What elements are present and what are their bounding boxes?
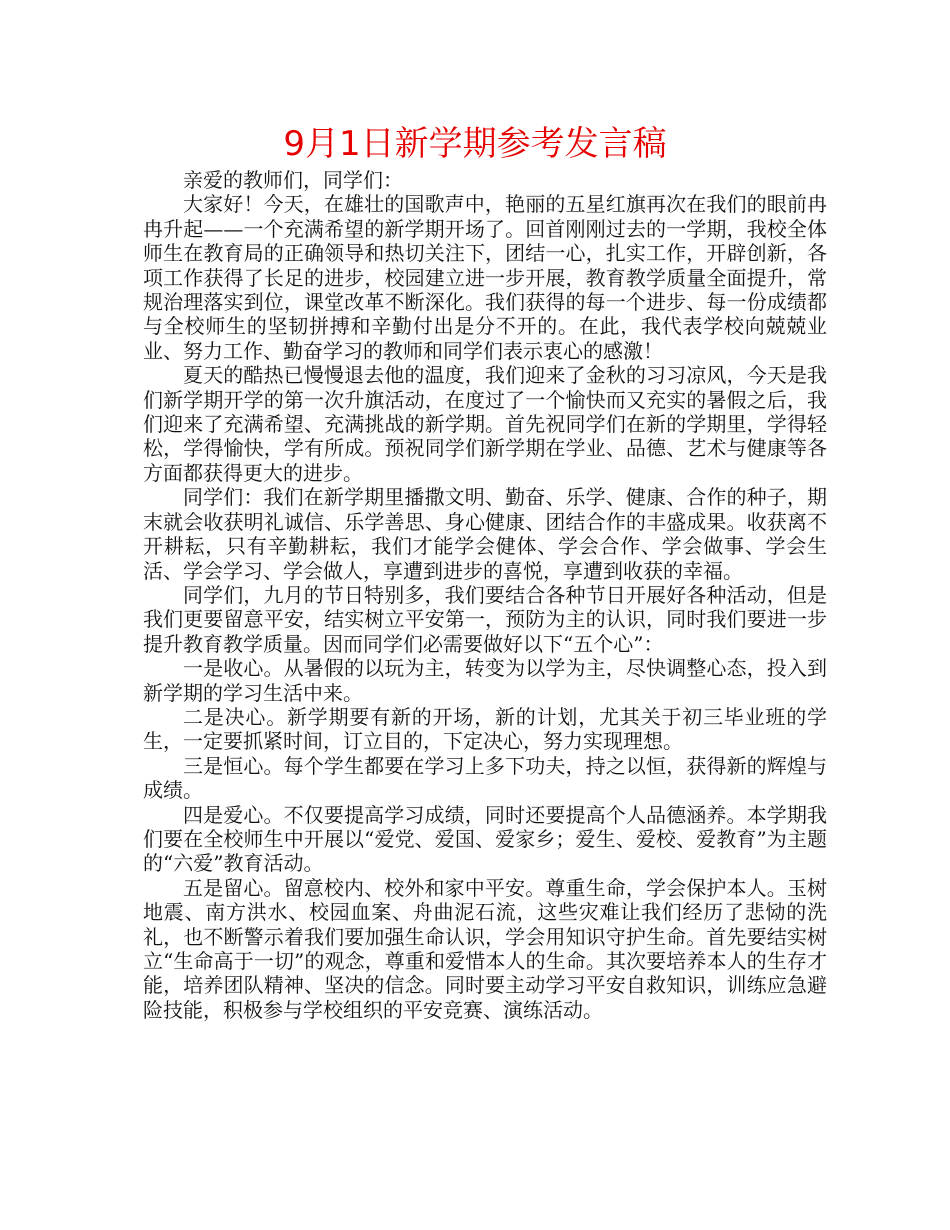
paragraph-heart-4: 四是爱心。不仅要提高学习成绩，同时还要提高个人品德涵养。本学期我们要在全校师生中开展以“爱党、爱国、爱家乡；爱生、爱校、爱教育”为主题的“六爱”教育活动。 bbox=[143, 802, 827, 876]
paragraph-heart-2: 二是决心。新学期要有新的开场，新的计划，尤其关于初三毕业班的学生，一定要抓紧时间，订立目的，下定决心，努力实现理想。 bbox=[143, 704, 827, 754]
paragraph-opening: 大家好！今天，在雄壮的国歌声中，艳丽的五星红旗再次在我们的眼前冉冉升起——一个充满希望的新学期开场了。回首刚刚过去的一学期，我校全体师生在教育局的正确领导和热切关注下，团结一心，扎实工作，开辟创新，各项工作获得了长足的进步，校园建立进一步开展，教育教学质量全面提升，常规治理落实到位，课堂改革不断深化。我们获得的每一个进步、每一份成绩都与全校师生的坚韧拼搏和辛勤付出是分不开的。在此，我代表学校向兢兢业业、努力工作、勤奋学习的教师和同学们表示衷心的感激！ bbox=[143, 192, 827, 363]
paragraph-heart-5: 五是留心。留意校内、校外和家中平安。尊重生命，学会保护本人。玉树地震、南方洪水、校园血案、舟曲泥石流，这些灾难让我们经历了悲恸的洗礼，也不断警示着我们要加强生命认识，学会用知识守护生命。首先要结实树立“生命高于一切”的观念，尊重和爱惜本人的生命。其次要培养本人的生存才能，培养团队精神、坚决的信念。同时要主动学习平安自救知识，训练应急避险技能，积极参与学校组织的平安竞赛、演练活动。 bbox=[143, 875, 827, 1022]
paragraph-summer: 夏天的酷热已慢慢退去他的温度，我们迎来了金秋的习习凉风，今天是我们新学期开学的第一次升旗活动，在度过了一个愉快而又充实的暑假之后，我们迎来了充满希望、充满挑战的新学期。首先祝同学们在新的学期里，学得轻松，学得愉快，学有所成。预祝同学们新学期在学业、品德、艺术与健康等各方面都获得更大的进步。 bbox=[143, 363, 827, 485]
paragraph-five-hearts: 同学们，九月的节日特别多，我们要结合各种节日开展好各种活动，但是我们更要留意平安，结实树立平安第一，预防为主的认识，同时我们要进一步提升教育教学质量。因而同学们必需要做好以下“五个心”： bbox=[143, 582, 827, 656]
paragraph-greeting: 亲爱的教师们，同学们： bbox=[183, 168, 403, 192]
paragraph-heart-3: 三是恒心。每个学生都要在学习上多下功夫，持之以恒，获得新的辉煌与成绩。 bbox=[143, 753, 827, 803]
document-title: 9月1日新学期参考发言稿 bbox=[283, 124, 667, 164]
paragraph-heart-1: 一是收心。从暑假的以玩为主，转变为以学为主，尽快调整心态，投入到新学期的学习生活中来。 bbox=[143, 656, 827, 705]
document-body bbox=[143, 168, 827, 1022]
paragraph-students: 同学们：我们在新学期里播撒文明、勤奋、乐学、健康、合作的种子，期末就会收获明礼诚信、乐学善思、身心健康、团结合作的丰盛成果。收获离不开耕耘，只有辛勤耕耘，我们才能学会健体、学会合作、学会做事、学会生活、学会学习、学会做人，享遭到进步的喜悦，享遭到收获的幸福。 bbox=[143, 485, 827, 583]
